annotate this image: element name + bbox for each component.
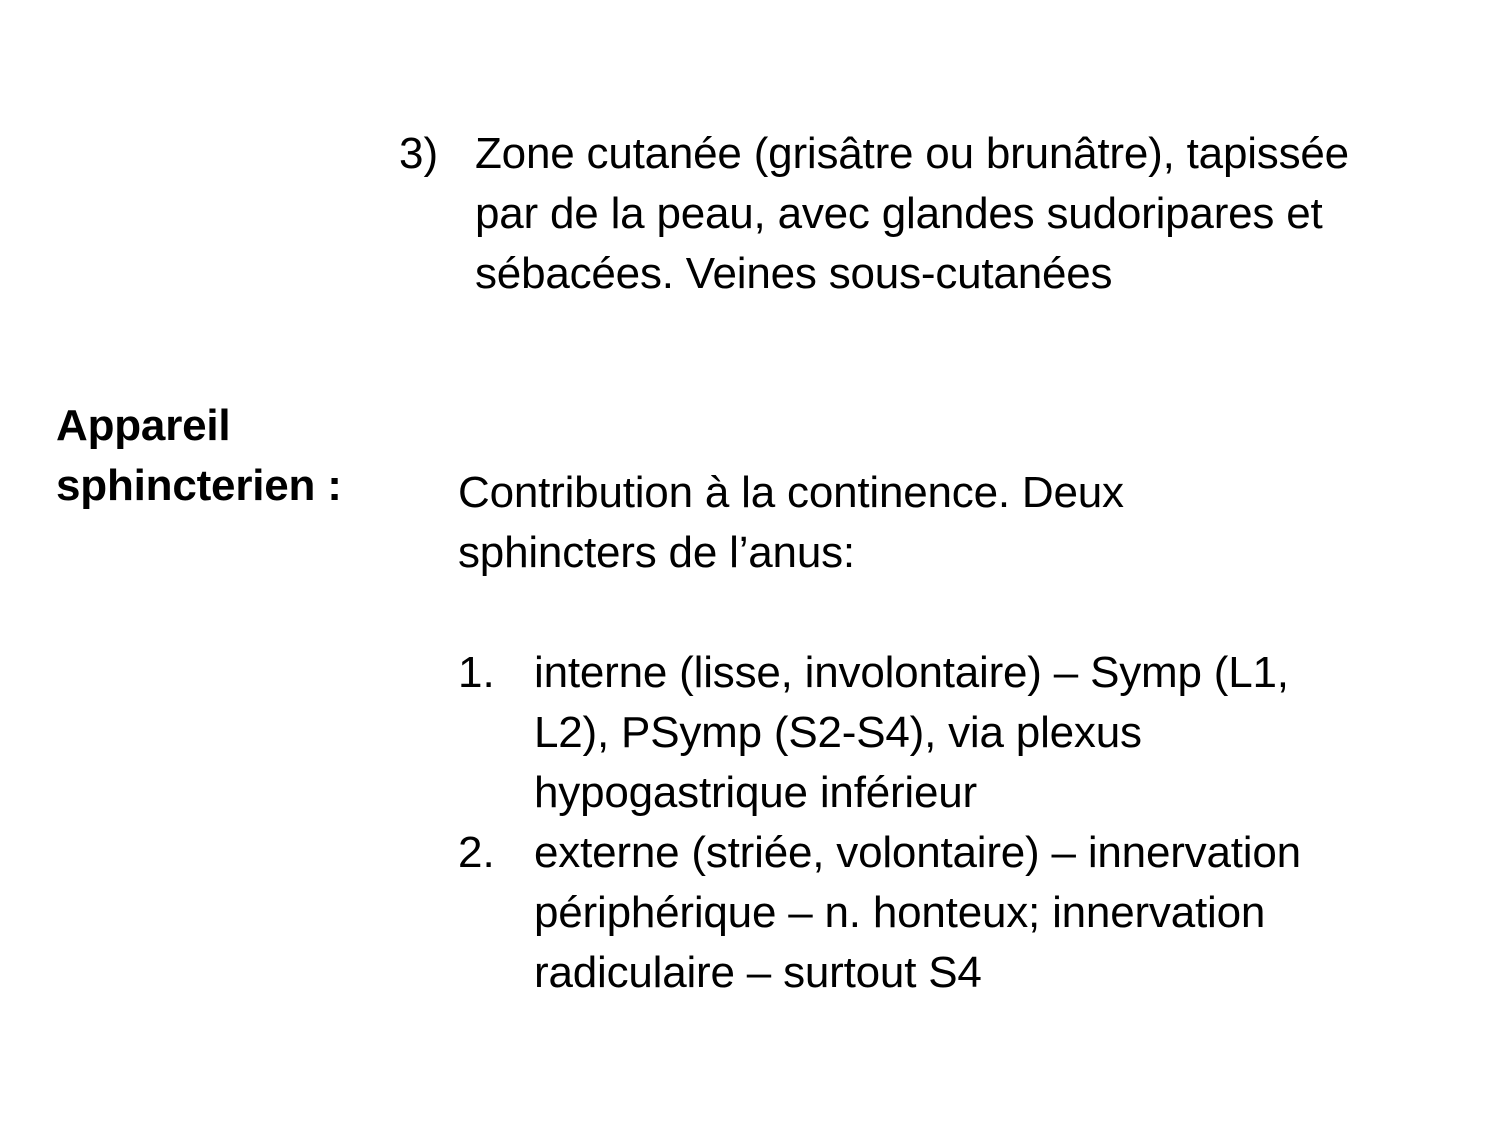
list-number: 2.: [458, 828, 495, 877]
list-item-line: interne (lisse, involontaire) – Symp (L1,: [534, 648, 1289, 697]
list-item-line: hypogastrique inférieur: [534, 768, 978, 817]
list-item-line: périphérique – n. honteux; innervation: [534, 888, 1266, 937]
list-item-line: radiculaire – surtout S4: [534, 948, 982, 997]
section-label-line: Appareil: [56, 401, 231, 450]
item-text-line: Zone cutanée (grisâtre ou brunâtre), tapissée: [475, 129, 1349, 178]
item-number: 3): [399, 129, 439, 178]
list-number: 1.: [458, 648, 495, 697]
intro-line: sphincters de l’anus:: [458, 528, 855, 577]
list-item-line: externe (striée, volontaire) – innervation: [534, 828, 1301, 877]
item-text-line: par de la peau, avec glandes sudoripares et: [475, 189, 1323, 238]
item-text-line: sébacées. Veines sous-cutanées: [475, 249, 1113, 298]
intro-line: Contribution à la continence. Deux: [458, 468, 1124, 517]
list-item-line: L2), PSymp (S2-S4), via plexus: [534, 708, 1142, 757]
section-label-line: sphincterien :: [56, 461, 342, 510]
